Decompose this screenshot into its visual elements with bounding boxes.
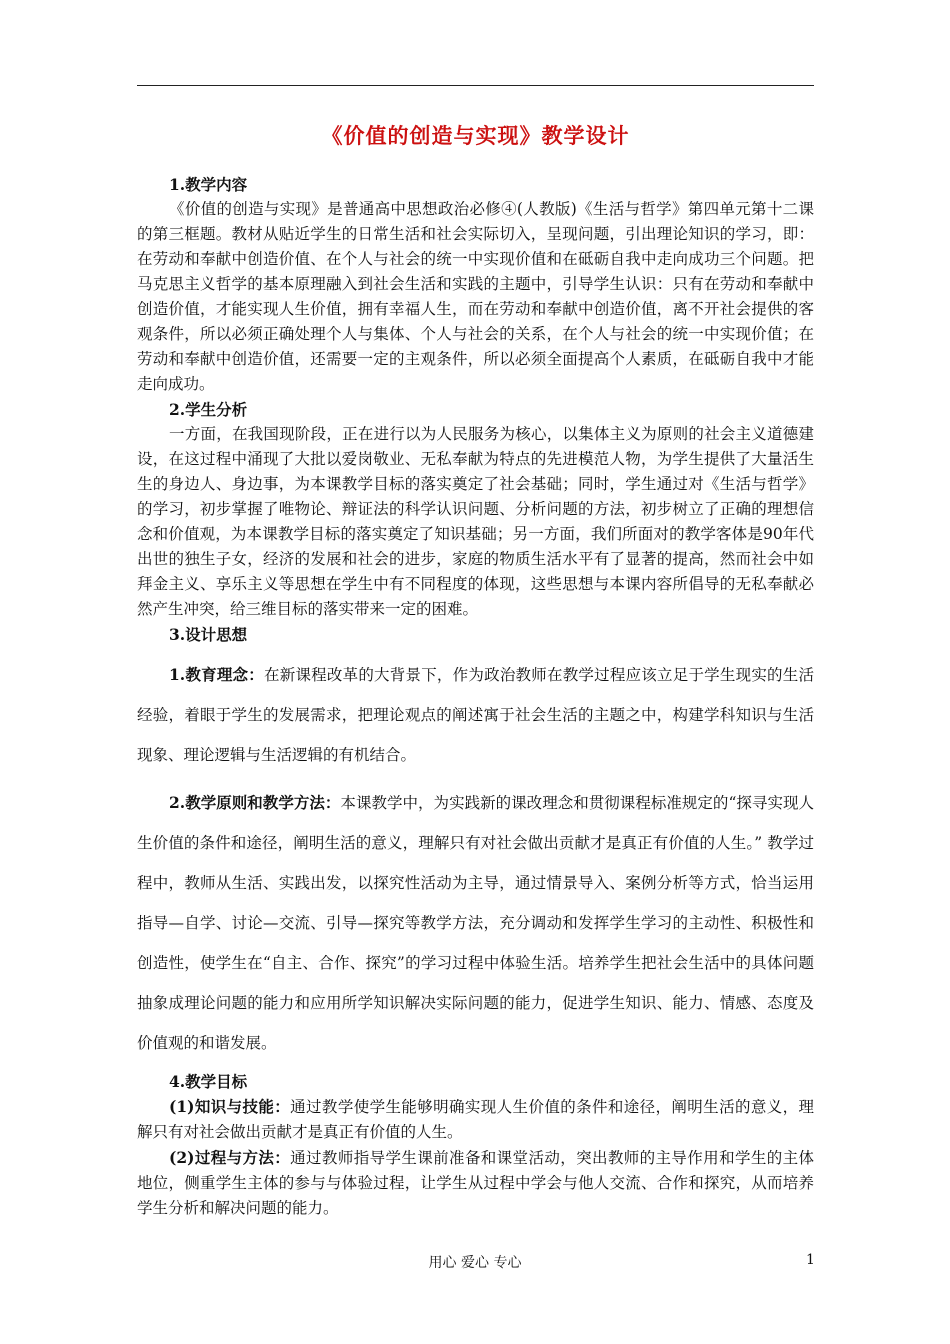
goal-text-process: 通过教师指导学生课前准备和课堂活动，突出教师的主导作用和学生的主体地位，侧重学生主体的参与与体验过程，让学生从过程中学会与他人交流、合作和探究，从而培养学生分析和解决问题的能力。 [137, 1149, 814, 1217]
goal-text-knowledge: 通过教学使学生能够明确实现人生价值的条件和途径，阐明生活的意义，理解只有对社会做出贡献才是真正有价值的人生。 [137, 1098, 814, 1141]
header-rule [137, 85, 814, 86]
section-heading-design: 3.设计思想 [169, 625, 248, 644]
document-body [137, 172, 814, 1221]
section-paragraph-content: 《价值的创造与实现》是普通高中思想政治必修④(人教版)《生活与哲学》第四单元第十二课的第三框题。教材从贴近学生的日常生活和社会实际切入，呈现问题，引出理论知识的学习，即：在劳动和奉献中创造价值、在个人与社会的统一中实现价值和在砥砺自我中走向成功三个问题。把马克思主义哲学的基本原理融入到社会生活和实践的主题中，引导学生认识：只有在劳动和奉献中创造价值，才能实现人生价值，拥有幸福人生，而在劳动和奉献中创造价值，离不开社会提供的客观条件，所以必须正确处理个人与集体、个人与社会的关系，在个人与社会的统一中实现价值；在劳动和奉献中创造价值，还需要一定的主观条件，所以必须全面提高个人素质，在砥砺自我中才能走向成功。 [137, 200, 814, 393]
footer-slogan: 用心 爱心 专心 [428, 1255, 522, 1271]
goal-paragraph-process [137, 1145, 814, 1221]
section-heading-students: 2.学生分析 [169, 400, 248, 419]
page-number: 1 [806, 1252, 815, 1268]
document-title: 《价值的创造与实现》教学设计 [321, 124, 630, 148]
section-heading-content: 1.教学内容 [169, 175, 248, 194]
design-label-methods: 2.教学原则和教学方法： [169, 793, 341, 812]
goal-paragraph-knowledge [137, 1094, 814, 1145]
section-paragraph-students: 一方面，在我国现阶段，正在进行以为人民服务为核心，以集体主义为原则的社会主义道德建设，在这过程中涌现了大批以爱岗敬业、无私奉献为特点的先进模范人物，为学生提供了大量活生生的身边人、身边事，为本课教学目标的落实奠定了社会基础；同时，学生通过对《生活与哲学》的学习，初步掌握了唯物论、辩证法的科学认识问题、分析问题的方法，初步树立了正确的理想信念和价值观，为本课教学目标的落实奠定了知识基础；另一方面，我们所面对的教学客体是90年代出世的独生子女，经济的发展和社会的进步，家庭的物质生活水平有了显著的提高，然而社会中如拜金主义、享乐主义等思想在学生中有不同程度的体现，这些思想与本课内容所倡导的无私奉献必然产生冲突，给三维目标的落实带来一定的困难。 [137, 425, 814, 618]
goal-label-knowledge: (1)知识与技能： [169, 1097, 291, 1116]
section-heading-goals: 4.教学目标 [169, 1072, 248, 1091]
design-paragraph-methods [137, 783, 814, 1063]
goal-label-process: (2)过程与方法： [169, 1148, 291, 1167]
design-text-methods: 本课教学中，为实践新的课改理念和贯彻课程标准规定的“探寻实现人生价值的条件和途径，阐明生活的意义，理解只有对社会做出贡献才是真正有价值的人生。” 教学过程中，教师从生活、实践出发，以探究性活动为主导，通过情景导入、案例分析等方式，恰当运用指导—自学、讨论—交流、引导—探究等教学方法，充分调动和发挥学生学习的主动性、积极性和创造性，使学生在“自主、合作、探究”的学习过程中体验生活。培养学生把社会生活中的具体问题抽象成理论问题的能力和应用所学知识解决实际问题的能力，促进学生知识、能力、情感、态度及价值观的和谐发展。 [137, 794, 814, 1052]
design-label-philosophy: 1.教育理念： [169, 665, 265, 684]
design-text-philosophy: 在新课程改革的大背景下，作为政治教师在教学过程应该立足于学生现实的生活经验，着眼于学生的发展需求，把理论观点的阐述寓于社会生活的主题之中，构建学科知识与生活现象、理论逻辑与生活逻辑的有机结合。 [137, 666, 814, 764]
design-paragraph-philosophy [137, 655, 814, 775]
